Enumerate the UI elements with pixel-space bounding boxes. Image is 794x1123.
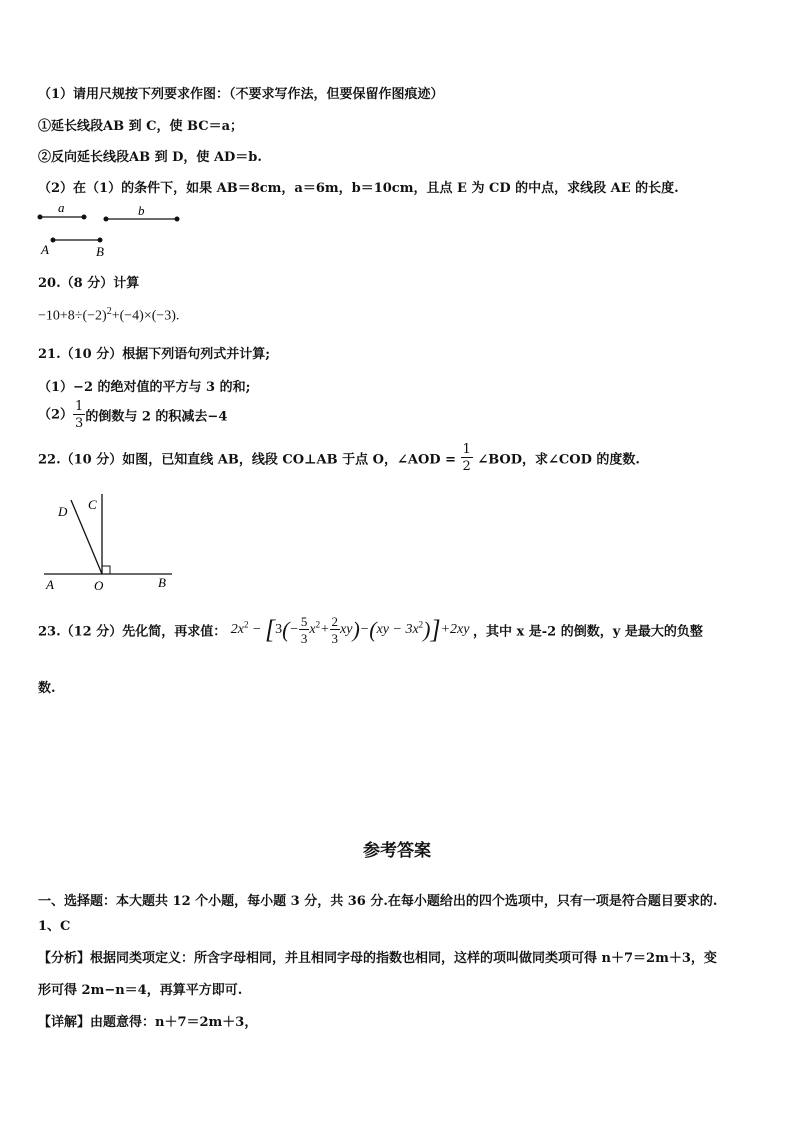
answer-1-detail: 【详解】由题意得：n＋7＝2m＋3， xyxy=(38,1015,258,1030)
point-A-label: A xyxy=(46,577,54,592)
left-paren: ( xyxy=(282,617,290,642)
q19-step1 xyxy=(38,115,243,134)
q21-item1: （1）−2 的绝对值的平方与 3 的和; xyxy=(38,380,251,395)
segment-AB-start-dot xyxy=(51,238,56,243)
segment-a-start-dot xyxy=(38,215,43,220)
right-paren: ) xyxy=(352,617,360,642)
segment-AB-end-dot xyxy=(98,238,103,243)
q21-heading: 21.（10 分）根据下列语句列式并计算; xyxy=(38,347,271,362)
expr-minus: − xyxy=(248,622,265,638)
expr-square: 2 xyxy=(315,619,321,630)
expr-square: 2 xyxy=(243,619,249,630)
fraction-denominator: 3 xyxy=(300,631,308,646)
angle-figure xyxy=(40,488,180,596)
right-bracket: ] xyxy=(430,615,441,644)
q21-item2 xyxy=(38,400,227,430)
left-bracket: [ xyxy=(264,615,276,644)
q19-step2 xyxy=(38,146,262,165)
q23-line xyxy=(38,615,703,645)
q22-text xyxy=(38,443,640,473)
point-B-label: B xyxy=(96,244,104,259)
left-paren: ( xyxy=(369,617,377,642)
answer-1-analysis-line2: 形可得 2m−n＝4，再算平方即可. xyxy=(38,983,243,998)
expr-minus2: − xyxy=(359,622,370,638)
q20-expression xyxy=(38,306,179,325)
q21-item2-suffix: 的倒数与 2 的积减去−4 xyxy=(85,409,228,425)
one-half-fraction xyxy=(461,443,473,473)
five-thirds-fraction xyxy=(299,615,310,645)
q20-heading: 20.（8 分）计算 xyxy=(38,276,140,291)
segment-b-label: b xyxy=(138,203,145,218)
q22-text-post: ∠BOD，求∠COD 的度数. xyxy=(477,452,640,468)
q23-heading: 23.（12 分）先化简，再求值： xyxy=(38,624,227,640)
expr-start: 2x xyxy=(230,622,244,638)
expr-plus: + xyxy=(320,622,330,638)
q21-item2-prefix: （2） xyxy=(38,407,74,423)
fraction-denominator: 3 xyxy=(75,416,84,431)
segment-b-start-dot xyxy=(104,217,109,222)
expr-xy: xy xyxy=(340,622,353,638)
fraction-numerator: 5 xyxy=(300,614,308,629)
segment-b-end-dot xyxy=(175,217,180,222)
ray-OD xyxy=(71,500,102,574)
right-angle-mark xyxy=(102,566,110,574)
point-C-label: C xyxy=(88,497,97,512)
q19-step1-text: 延长线段AB 到 C，使 BC＝a； xyxy=(51,119,244,134)
one-third-fraction xyxy=(73,400,85,430)
fraction-denominator: 3 xyxy=(331,631,339,646)
circled-2-marker: ② xyxy=(38,150,52,165)
q19-part1: （1）请用尺规按下列要求作图：（不要求写作法，但要保留作图痕迹） xyxy=(38,87,444,102)
q23-condition: ，其中 x 是-2 的倒数，y 是最大的负整 xyxy=(472,624,703,640)
fraction-denominator: 2 xyxy=(462,459,471,474)
q22-text-pre: 22.（10 分）如图，已知直线 AB，线段 CO⊥AB 于点 O，∠AOD = xyxy=(38,452,456,468)
expr-inner: xy − 3x xyxy=(376,622,419,638)
point-D-label: D xyxy=(58,504,68,519)
answer-1: 1、C xyxy=(38,919,71,934)
expr-tail: +2xy xyxy=(440,622,470,638)
q20-expr-exponent: 2 xyxy=(106,306,112,317)
circled-1-marker: ① xyxy=(38,119,52,134)
point-O-label: O xyxy=(94,578,104,593)
q23-expression xyxy=(230,614,473,646)
segments-figure xyxy=(34,198,194,262)
q20-expr-post: +(−4)×(−3). xyxy=(111,308,180,324)
expr-x: x xyxy=(309,622,316,638)
two-thirds-fraction xyxy=(330,615,341,645)
q19-part2: （2）在（1）的条件下，如果 AB＝8cm，a＝6m，b＝10cm，且点 E 为 CD 的中点，求线段 AE 的长度. xyxy=(38,181,679,196)
q19-step2-text: 反向延长线段AB 到 D，使 AD＝b. xyxy=(51,150,262,165)
answers-section1: 一、选择题：本大题共 12 个小题，每小题 3 分，共 36 分.在每小题给出的四个选项中，只有一项是符合题目要求的. xyxy=(38,894,718,909)
segment-a-label: a xyxy=(58,200,65,215)
expr-three: 3 xyxy=(275,622,283,638)
q23-condition-cont: 数. xyxy=(38,681,56,696)
fraction-numerator: 1 xyxy=(462,442,471,457)
expr-square: 2 xyxy=(418,619,424,630)
answer-1-analysis-line1: 【分析】根据同类项定义：所含字母相同，并且相同字母的指数也相同，这样的项叫做同类项可得 n＋7＝2m＋3，变 xyxy=(38,951,717,966)
fraction-numerator: 2 xyxy=(331,614,339,629)
point-A-label: A xyxy=(41,242,49,257)
answers-title: 参考答案 xyxy=(363,841,431,861)
expr-neg: − xyxy=(289,622,299,638)
fraction-numerator: 1 xyxy=(75,399,84,414)
right-paren: ) xyxy=(423,617,431,642)
q20-expr-pre: −10+8÷(−2) xyxy=(38,308,107,324)
segment-a-end-dot xyxy=(82,215,87,220)
point-B-label: B xyxy=(158,575,166,590)
